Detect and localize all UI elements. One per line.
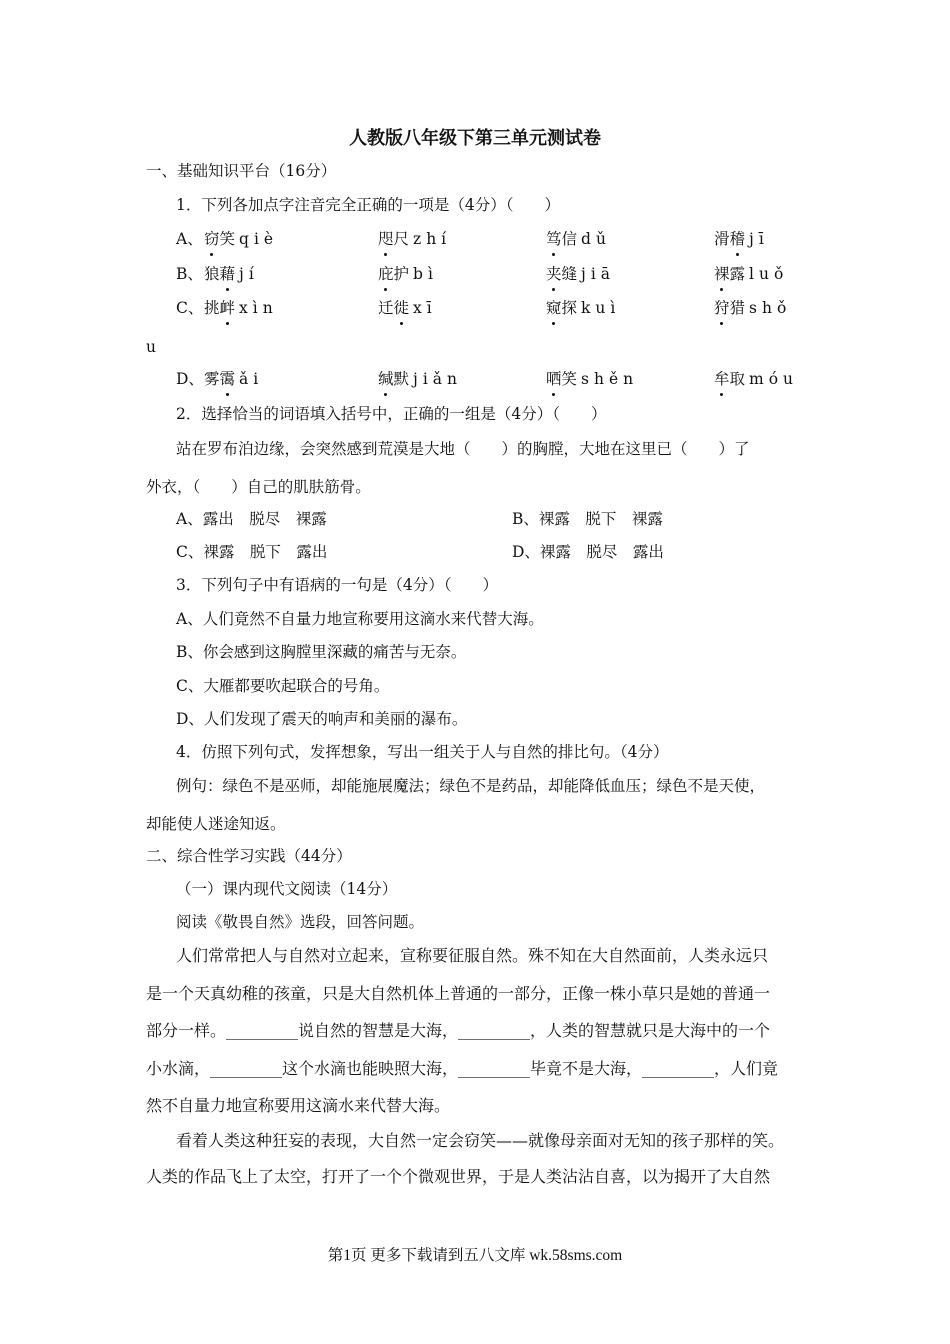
dotted-char: 笃 [546, 230, 562, 248]
q1-option-a-word [714, 228, 769, 250]
pinyin: xī [413, 299, 437, 317]
word-char: 猎 [729, 299, 746, 317]
dotted-char: 衅 [219, 299, 236, 317]
q2-option-d: D、裸露 脱尽 露出 [512, 543, 664, 561]
dotted-char: 稽 [729, 230, 746, 248]
page-title: 人教版八年级下第三单元测试卷 [349, 128, 601, 149]
passage-p2-line2: 人类的作品飞上了太空，打开了一个个微观世界，于是人类沾沾自喜，以为揭开了大自然 [146, 1167, 771, 1186]
word-char: 笑 [219, 230, 236, 248]
pinyin: bì [413, 265, 438, 283]
page-footer: 第1页 更多下载请到五八文库 wk.58sms.com [327, 1247, 623, 1264]
dotted-char: 庇 [378, 265, 394, 283]
passage-p1-line3: 部分一样。_________说自然的智慧是大海，_________，人类的智慧就只是大海中的一个 [146, 1021, 771, 1040]
q1-option-c-label: C、 [176, 299, 204, 317]
q1-option-c-word [204, 297, 278, 319]
q4-example-line2: 却能使人迷途知返。 [146, 815, 286, 833]
word-char: 笑 [561, 370, 578, 388]
q3-stem: 3．下列句子中有语病的一句是（4分）（ ） [176, 576, 498, 594]
section2-heading: 二、综合性学习实践（44分） [146, 847, 352, 865]
q1-option-b-word [204, 263, 259, 285]
section1-heading: 一、基础知识平台（16分） [146, 162, 337, 180]
pinyin: luǒ [749, 265, 789, 283]
word-char: 信 [561, 230, 578, 248]
q2-option-a: A、露出 脱尽 裸露 [176, 510, 327, 528]
word-char: 探 [561, 299, 578, 317]
pinyin: qiè [239, 230, 279, 248]
q3-option-c: C、大雁都要吹起联合的号角。 [176, 677, 390, 695]
word-char: 缝 [561, 265, 578, 283]
word-char: 护 [393, 265, 410, 283]
q1-option-a-word [546, 228, 611, 250]
word-char: 雾 [204, 370, 220, 388]
dotted-char: 哂 [546, 370, 562, 388]
q1-option-a-word [378, 228, 451, 250]
dotted-char: 咫 [378, 230, 394, 248]
dotted-char: 夹 [546, 265, 562, 283]
q1-option-c-word [378, 297, 437, 319]
pinyin: kuì [581, 299, 621, 317]
pinyin: móu [749, 370, 799, 388]
part1-intro: 阅读《敬畏自然》选段，回答问题。 [176, 913, 425, 931]
q1-option-c-word [714, 297, 791, 319]
pinyin: shǒ [749, 299, 792, 317]
dotted-char: 窥 [546, 299, 562, 317]
q1-option-d-word [714, 368, 798, 390]
q1-option-d-word [204, 368, 263, 390]
pinyin: xìn [239, 299, 278, 317]
word-char: 狼 [204, 265, 220, 283]
word-char: 迁 [378, 299, 394, 317]
pinyin: jī [749, 230, 769, 248]
passage-p1-line1: 人们常常把人与自然对立起来，宣称要征服自然。殊不知在大自然面前，人类永远只 [176, 946, 769, 965]
pinyin: dǔ [581, 230, 611, 248]
passage-p1-line2: 是一个天真幼稚的孩童，只是大自然机体上普通的一部分，正像一株小草只是她的普通一 [146, 984, 771, 1003]
q1-stem: 1．下列各加点字注音完全正确的一项是（4分）（ ） [176, 196, 560, 214]
word-char: 滑 [714, 230, 730, 248]
q1-option-d-label: D、 [176, 370, 204, 388]
pinyin: zhí [413, 230, 452, 248]
q1-option-b-word [714, 263, 788, 285]
part1-heading: （一）课内现代文阅读（14分） [176, 880, 398, 898]
q2-option-b: B、裸露 脱下 裸露 [512, 510, 663, 528]
q1-option-c-wrap: u [146, 338, 156, 356]
word-char: 取 [729, 370, 746, 388]
pinyin: jiā [581, 265, 616, 283]
q3-option-a: A、人们竟然不自量力地宣称要用这滴水来代替大海。 [176, 610, 544, 628]
q4-example-line1: 例句：绿色不是巫师，却能施展魔法；绿色不是药品，却能降低血压；绿色不是天使， [176, 777, 766, 795]
passage-p1-line5: 然不自量力地宣称要用这滴水来代替大海。 [146, 1096, 451, 1115]
dotted-char: 藉 [219, 265, 236, 283]
q1-option-a-label: A、 [176, 230, 203, 248]
dotted-char: 狩 [714, 299, 730, 317]
q2-passage-line1: 站在罗布泊边缘，会突然感到荒漠是大地（ ）的胸膛，大地在这里已（ ）了 [176, 440, 750, 458]
q2-stem: 2．选择恰当的词语填入括号中，正确的一组是（4分）（ ） [176, 405, 607, 423]
dotted-char: 徙 [393, 299, 410, 317]
q1-option-b-word [546, 263, 615, 285]
q3-option-b: B、你会感到这胸膛里深藏的痛苦与无奈。 [176, 643, 467, 661]
dotted-char: 窃 [204, 230, 220, 248]
pinyin: ǎi [239, 370, 264, 388]
word-char: 挑 [204, 299, 220, 317]
dotted-char: 牟 [714, 370, 730, 388]
q1-option-b-label: B、 [176, 265, 203, 283]
passage-p1-line4: 小水滴，_________这个水滴也能映照大海，_________毕竟不是大海，_________，人们竟 [146, 1059, 779, 1078]
pinyin: jí [239, 265, 259, 283]
pinyin: jiǎn [413, 370, 463, 388]
q1-option-c-word [546, 297, 620, 319]
passage-p2-line1: 看着人类这种狂妄的表现，大自然一定会窃笑——就像母亲面对无知的孩子那样的笑。 [176, 1131, 785, 1150]
dotted-char: 缄 [378, 370, 394, 388]
word-char: 露 [729, 265, 746, 283]
dotted-char: 裸 [714, 265, 730, 283]
q1-option-a-word [204, 228, 278, 250]
q1-option-b-word [378, 263, 438, 285]
pinyin: shěn [581, 370, 639, 388]
dotted-char: 霭 [219, 370, 236, 388]
word-char: 默 [393, 370, 410, 388]
q2-option-c: C、裸露 脱下 露出 [176, 543, 328, 561]
q2-passage-line2: 外衣，（ ）自己的肌肤筋骨。 [146, 478, 371, 496]
q4-stem: 4．仿照下列句式，发挥想象，写出一组关于人与自然的排比句。（4分） [176, 743, 669, 761]
q3-option-d: D、人们发现了震天的响声和美丽的瀑布。 [176, 710, 468, 728]
word-char: 尺 [393, 230, 410, 248]
q1-option-d-word [378, 368, 462, 390]
q1-option-d-word [546, 368, 638, 390]
